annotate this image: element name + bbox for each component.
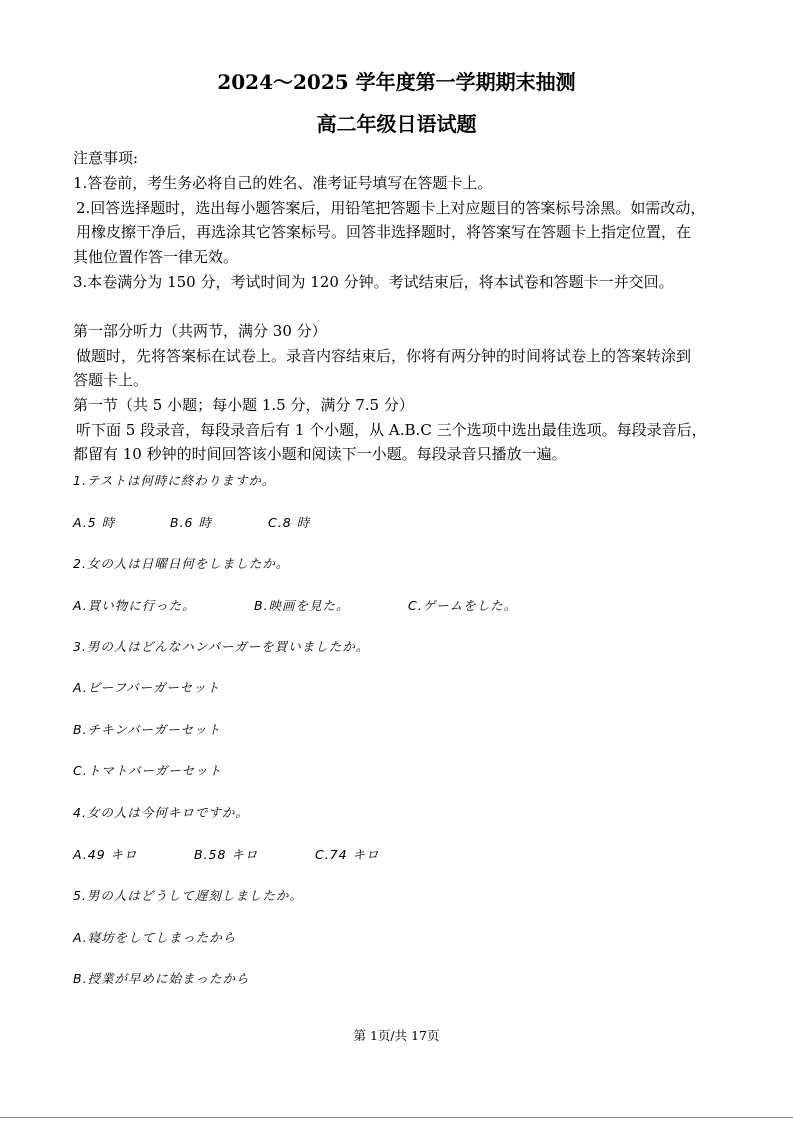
- option-b: B.映画を見た。: [254, 598, 350, 613]
- section1-instruction: 听下面 5 段录音，每段录音后有 1 个小题，从 A.B.C 三个选项中选出最佳选项。每段录音后，: [76, 421, 707, 439]
- option-b: B.授業が早めに始まったから: [73, 971, 250, 986]
- exam-subtitle: 高二年级日语试题: [316, 112, 477, 136]
- question-text: 4.女の人は今何キロですか。: [73, 805, 249, 820]
- option-c: C.74 キロ: [315, 847, 380, 862]
- section1-instruction: 都留有 10 秒钟的时间回答该小题和阅读下一小题。每段录音只播放一遍。: [73, 445, 567, 463]
- option-b: B.58 キロ: [194, 847, 259, 862]
- option-b: B.チキンバーガーセット: [73, 722, 222, 737]
- option-c: C.トマトバーガーセット: [73, 763, 222, 778]
- option-a: A.ビーフバーガーセット: [73, 680, 221, 695]
- notes-line: 2.回答选择题时，选出每小题答案后，用铅笔把答题卡上对应题目的答案标号涂黑。如需改动，: [76, 199, 706, 217]
- option-c: C.8 時: [268, 515, 311, 530]
- page-number: 第 1页/共 17页: [353, 1028, 440, 1043]
- part1-heading: 第一部分听力（共两节，满分 30 分）: [73, 322, 327, 340]
- question-text: 1.テストは何時に終わりますか。: [73, 473, 276, 488]
- notes-line: 其他位置作答一律无效。: [73, 248, 239, 266]
- notes-line: 1.答卷前，考生务必将自己的姓名、准考证号填写在答题卡上。: [73, 174, 493, 192]
- bottom-divider: [0, 1117, 793, 1118]
- option-a: A.寝坊をしてしまったから: [73, 930, 237, 945]
- notes-line: 用橡皮擦干净后，再选涂其它答案标号。回答非选择题时，将答案写在答题卡上指定位置，在: [76, 223, 692, 241]
- option-b: B.6 時: [170, 515, 212, 530]
- option-a: A.49 キロ: [73, 847, 138, 862]
- option-a: A.買い物に行った。: [73, 598, 196, 613]
- question-text: 5.男の人はどうして遅刻しましたか。: [73, 888, 303, 903]
- option-a: A.5 時: [73, 515, 116, 530]
- question-text: 2.女の人は日曜日何をしましたか。: [73, 556, 290, 571]
- part1-instruction: 答题卡上。: [73, 371, 149, 389]
- option-c: C.ゲームをした。: [408, 598, 518, 613]
- part1-instruction: 做题时，先将答案标在试卷上。录音内容结束后，你将有两分钟的时间将试卷上的答案转涂到: [76, 347, 692, 365]
- notes-line: 3.本卷满分为 150 分，考试时间为 120 分钟。考试结束后，将本试卷和答题卡一并交回。: [73, 273, 674, 291]
- exam-title: 2024～2025 学年度第一学期期末抽测: [217, 70, 576, 94]
- question-text: 3.男の人はどんなハンバーガーを買いましたか。: [73, 639, 370, 654]
- notes-heading: 注意事项:: [73, 149, 139, 167]
- section1-heading: 第一节（共 5 小题；每小题 1.5 分，满分 7.5 分）: [73, 396, 414, 414]
